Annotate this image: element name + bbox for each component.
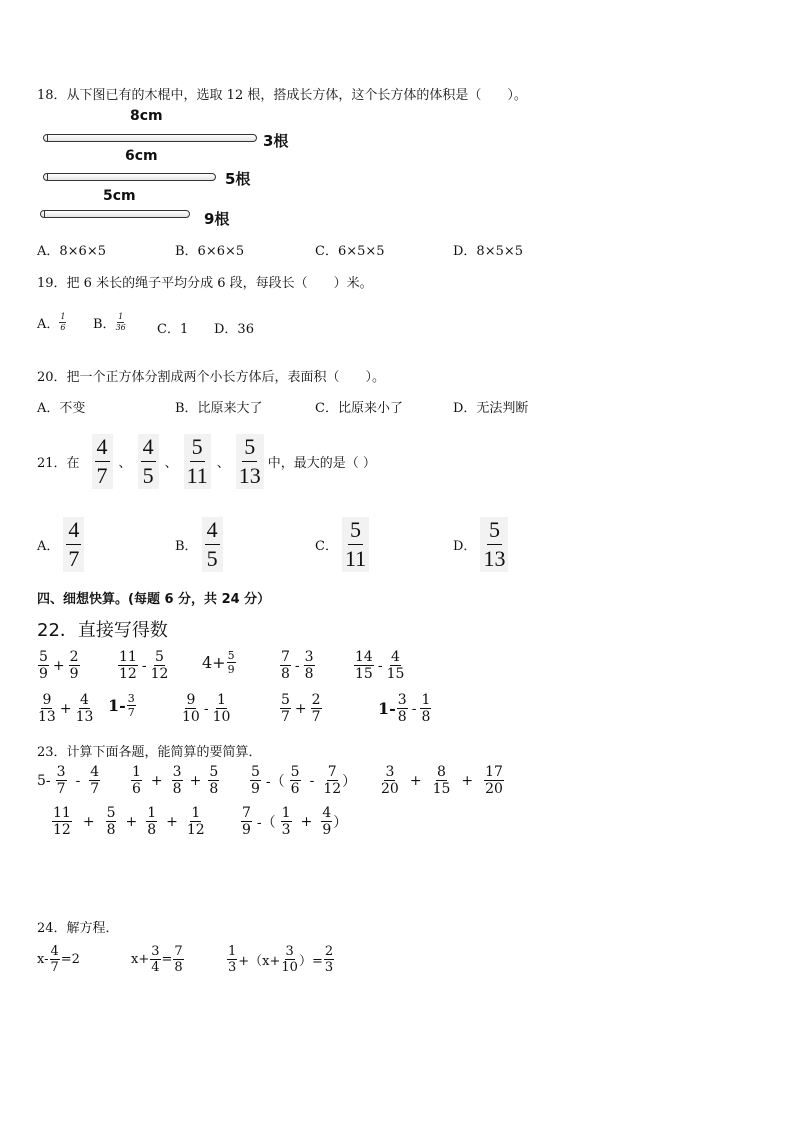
q22-expression: $\frac{9}{13}$ + $\frac{4}{13}$ <box>38 692 94 725</box>
fraction: $\frac{4}{7}$ <box>68 516 80 571</box>
rod1-length-label: 8cm <box>130 108 163 124</box>
q18-option-a: A．8×6×5 <box>37 244 106 259</box>
fraction: $\frac{4}{5}$ <box>142 433 154 488</box>
fraction: $\frac{4}{7}$ <box>96 433 108 488</box>
rod1-count-label: 3根 <box>263 132 289 150</box>
q22-expression: 1- $\frac{3}{8}$ - $\frac{1}{8}$ <box>378 692 431 725</box>
q20-option-a: A．不变 <box>37 401 86 416</box>
rod3-count-label: 9根 <box>204 210 230 228</box>
q21-option-b: B． $\frac{4}{5}$ <box>175 512 223 576</box>
fraction: $\frac{1}{36}$ <box>115 312 126 332</box>
q24-equation: x+ $\frac{3}{4}$ = $\frac{7}{8}$ <box>131 944 183 975</box>
q22-expression: 4+ $\frac{5}{9}$ <box>202 649 235 676</box>
fraction: $\frac{5}{11}$ <box>186 433 208 488</box>
q19-text: 19．把 6 米长的绳子平均分成 6 段，每段长（ ）米。 <box>37 276 373 291</box>
q19-option-a: A． $\frac{1}{6}$ <box>37 312 66 332</box>
section-title: 四、细想快算。(每题 6 分，共 24 分） <box>37 592 271 607</box>
q19-option-b: B． $\frac{1}{36}$ <box>93 312 126 332</box>
q22-expression: $\frac{7}{8}$ - $\frac{3}{8}$ <box>281 649 314 682</box>
fraction: $\frac{4}{5}$ <box>206 516 218 571</box>
q22-expression: $\frac{5}{7}$ + $\frac{2}{7}$ <box>281 692 321 725</box>
q19-option-c: C．1 <box>157 322 189 337</box>
q20-option-c: C．比原来小了 <box>315 401 403 416</box>
q22-expression: $\frac{5}{9}$ + $\frac{2}{9}$ <box>39 649 79 682</box>
q22-expression: $\frac{14}{15}$ - $\frac{4}{15}$ <box>355 649 405 682</box>
q23-expression: $\frac{1}{6}$ + $\frac{3}{8}$ + $\frac{5}{8}$ <box>132 764 219 797</box>
q21-stem: 21．在 $\frac{4}{7}$ 、 $\frac{4}{5}$ 、 $\frac{5}{11}$ 、 $\frac{5}{13}$ 中，最大的是（ ） <box>37 433 376 488</box>
fraction: $\frac{5}{11}$ <box>344 516 367 571</box>
rod2-count-label: 5根 <box>225 170 251 188</box>
q21-option-c: C． $\frac{5}{11}$ <box>315 512 369 576</box>
fraction: $\frac{1}{6}$ <box>60 312 66 332</box>
q23-expression: $\frac{7}{9}$ -（ $\frac{1}{3}$ + $\frac{4}{9}$ ） <box>242 805 348 838</box>
rod3-length-label: 5cm <box>103 188 136 204</box>
q20-option-b: B．比原来大了 <box>175 401 263 416</box>
q24-equation: $\frac{1}{3}$ +（x+ $\frac{3}{10}$ ）= $\frac{2}{3}$ <box>228 944 334 975</box>
fraction: $\frac{5}{13}$ <box>238 433 261 488</box>
q22-expression: $\frac{11}{12}$ - $\frac{5}{12}$ <box>119 649 169 682</box>
q23-expression: $\frac{3}{20}$ + $\frac{8}{15}$ + $\frac{17}{20}$ <box>381 764 503 797</box>
rod2-image <box>43 173 216 181</box>
q22-expression: 1- $\frac{3}{7}$ <box>108 692 135 719</box>
q23-expression: 5- $\frac{3}{7}$ - $\frac{4}{7}$ <box>37 764 100 797</box>
rod2-length-label: 6cm <box>125 148 158 164</box>
q22-expression: $\frac{9}{10}$ - $\frac{1}{10}$ <box>182 692 231 725</box>
q18-text: 18．从下图已有的木棍中，选取 12 根，搭成长方体，这个长方体的体积是（ ）。 <box>37 88 527 103</box>
q21-option-d: D． $\frac{5}{13}$ <box>453 512 508 576</box>
q20-option-d: D．无法判断 <box>453 401 529 416</box>
q20-text: 20．把一个正方体分割成两个小长方体后，表面积（ ）。 <box>37 370 386 385</box>
q23-expression: $\frac{11}{12}$ + $\frac{5}{8}$ + $\frac{1}{8}$ + $\frac{1}{12}$ <box>53 805 205 838</box>
rod1-image <box>43 134 257 142</box>
q18-option-d: D．8×5×5 <box>453 244 524 259</box>
fraction: $\frac{5}{13}$ <box>483 516 506 571</box>
q23-expression: $\frac{5}{9}$ -（ $\frac{5}{6}$ - $\frac{7}{12}$ ） <box>251 764 357 797</box>
q19-option-d: D．36 <box>214 322 254 337</box>
q24-title: 24．解方程． <box>37 921 119 936</box>
q18-option-b: B．6×6×5 <box>175 244 245 259</box>
rod3-image <box>40 210 190 218</box>
q24-equation: x- $\frac{4}{7}$ =2 <box>37 944 80 975</box>
q21-option-a: A． $\frac{4}{7}$ <box>37 512 84 576</box>
q23-title: 23．计算下面各题，能简算的要简算． <box>37 745 262 760</box>
q18-option-c: C．6×5×5 <box>315 244 385 259</box>
q22-title: 22．直接写得数 <box>37 620 168 641</box>
